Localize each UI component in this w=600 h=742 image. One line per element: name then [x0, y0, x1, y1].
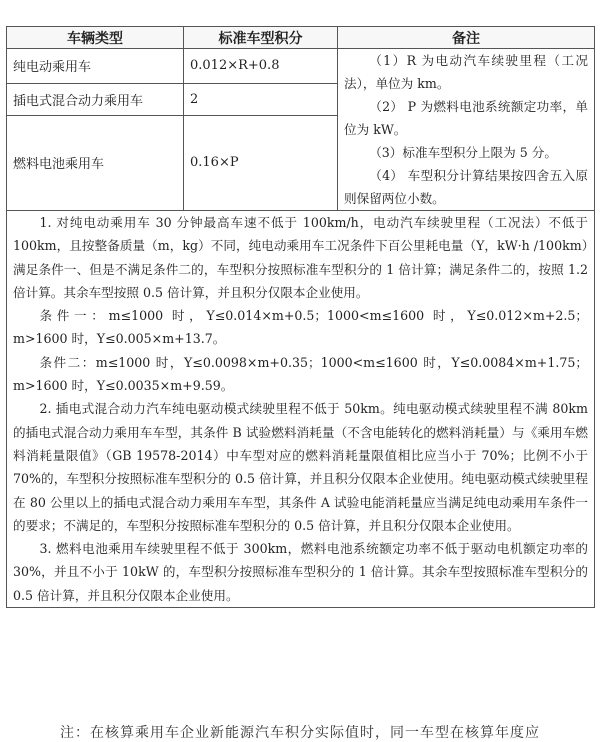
table-header-row — [7, 27, 595, 49]
notes-row — [7, 211, 595, 608]
note-condition-one: 条件一：m≤1000 时，Y≤0.014×m+0.5；1000<m≤1600 时，Y≤0.012×m+2.5；m>1600 时，Y≤0.005×m+13.7。 — [13, 308, 588, 347]
note-paragraph: 3. 燃料电池乘用车续驶里程不低于 300km，燃料电池系统额定功率不低于驱动电机额定功率的 30%，并且不小于 10kW 的，车型积分按照标准车型积分的 1 倍计算。其余车型按照标准车型积分的 0.5 倍计算，并且积分仅限本企业使用。 — [13, 541, 588, 603]
vehicle-type-cell: 插电式混合动力乘用车 — [7, 83, 184, 115]
vehicle-type-cell: 纯电动乘用车 — [7, 49, 184, 84]
vehicle-score-table — [6, 26, 595, 608]
remark-item: （1）R 为电动汽车续驶里程（工况法），单位为 km。 — [344, 53, 588, 91]
score-cell: 2 — [184, 83, 338, 115]
notes-cell — [7, 211, 595, 608]
score-cell: 0.16×P — [184, 115, 338, 210]
note-paragraph: 2. 插电式混合动力汽车纯电驱动模式续驶里程不低于 50km。纯电驱动模式续驶里程不满 80km 的插电式混合动力乘用车车型，其条件 B 试验燃料消耗量（不含电能转化的燃料消耗量）与《乘用车燃料消耗量限值》（GB 19578-2014）中车型对应的燃料消耗量限值相比应当小于 70%；比例不小于 70%的，车型积分按照标准车型积分的 0.5 倍计算，并且积分仅限本企业使用。纯电驱动模式续驶里程在 80 公里以上的插电式混合动力乘用车车型，其条件 A 试验电能消耗量应当满足纯电动乘用车条件一的要求；不满足的，车型积分按照标准车型积分的 0.5 倍计算，并且积分仅限本企业使用。 — [13, 401, 588, 533]
remark-item: （4） 车型积分计算结果按四舍五入原则保留两位小数。 — [344, 168, 588, 206]
score-cell: 0.012×R+0.8 — [184, 49, 338, 84]
note-paragraph: 1. 对纯电动乘用车 30 分钟最高车速不低于 100km/h，电动汽车续驶里程（工况法）不低于 100km，且按整备质量（m，kg）不同，纯电动乘用车工况条件下百公里耗电量（Y，kW·h /100km）满足条件一、但是不满足条件二的，车型积分按照标准车型积分的 1 倍计算；满足条件二的，按照 1.2 倍计算。其余车型按照 0.5 倍计算，并且积分仅限本企业使用。 — [13, 215, 588, 300]
remark-item: （2） P 为燃料电池系统额定功率，单位为 kW。 — [344, 99, 588, 137]
footnote: 注：在核算乘用车企业新能源汽车积分实际值时，同一车型在核算年度应 — [60, 725, 540, 741]
header-vehicle-type: 车辆类型 — [7, 27, 184, 49]
remarks-cell — [338, 49, 595, 211]
header-remarks: 备注 — [338, 27, 595, 49]
remark-item: （3）标准车型积分上限为 5 分。 — [369, 145, 557, 160]
vehicle-type-cell: 燃料电池乘用车 — [7, 115, 184, 210]
table-row — [7, 49, 595, 84]
note-condition-two: 条件二：m≤1000 时，Y≤0.0098×m+0.35；1000<m≤1600 时，Y≤0.0084×m+1.75；m>1600 时，Y≤0.0035×m+9.59。 — [13, 354, 588, 394]
header-standard-score: 标准车型积分 — [184, 27, 338, 49]
cropped-heading — [0, 0, 600, 7]
